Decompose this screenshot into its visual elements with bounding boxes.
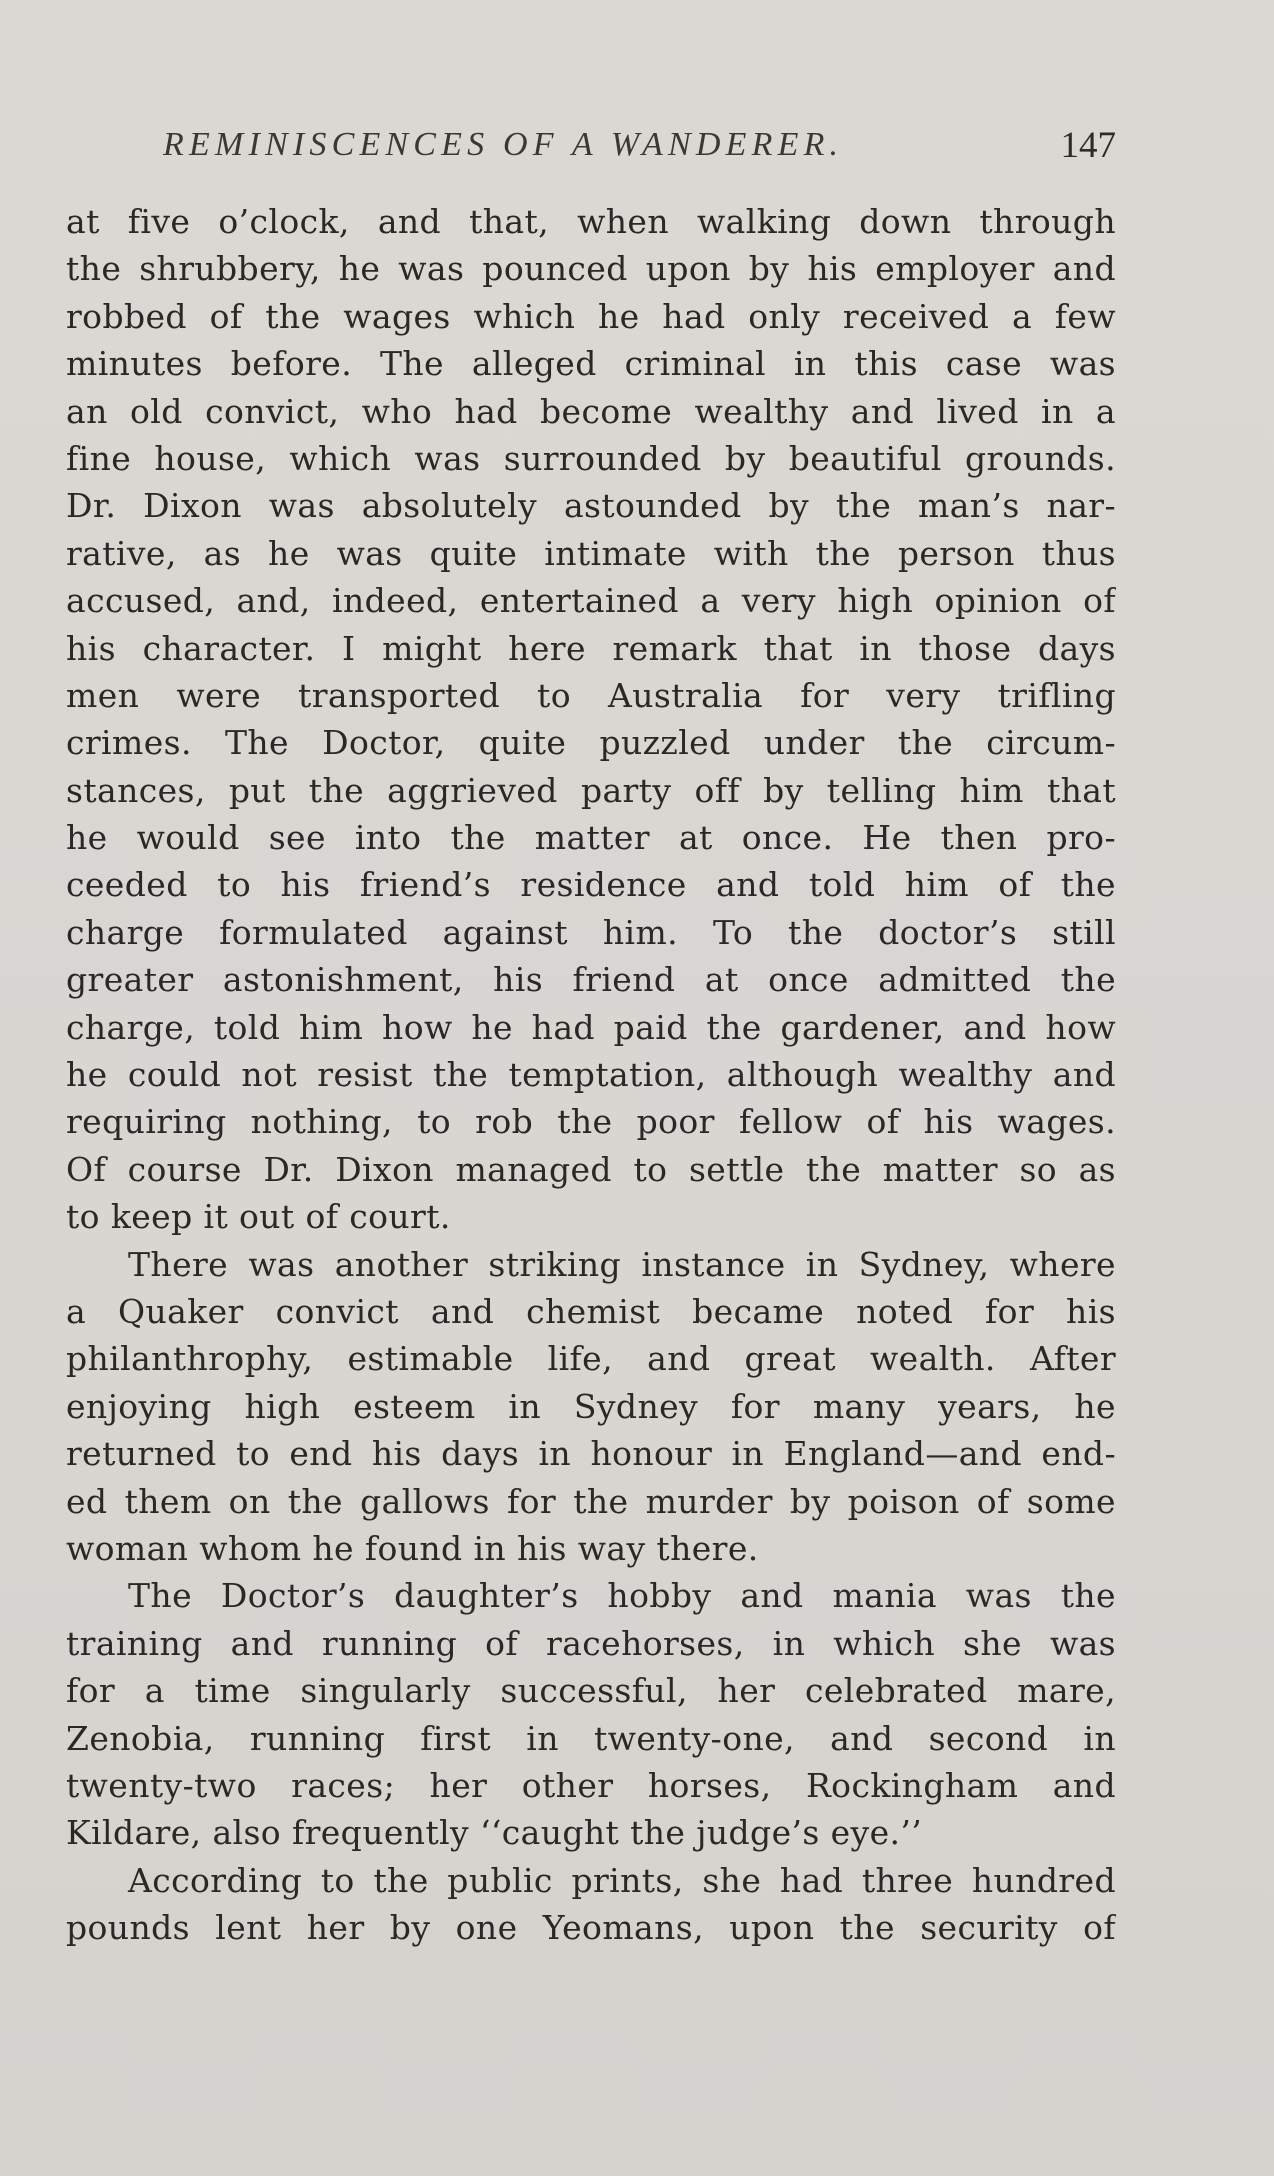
text-line: he could not resist the temptation, although wealthy and bbox=[66, 1055, 1116, 1095]
text-line: ceeded to his friend’s residence and told him of the bbox=[66, 865, 1116, 905]
text-line: philanthrophy, estimable life, and great wealth. After bbox=[66, 1339, 1116, 1379]
text-line: ed them on the gallows for the murder by poison of some bbox=[66, 1481, 1116, 1521]
text-line: he would see into the matter at once. He then pro- bbox=[66, 818, 1116, 858]
text-line: to keep it out of court. bbox=[66, 1197, 451, 1237]
text-line: According to the public prints, she had three hundred bbox=[128, 1860, 1116, 1900]
text-line: fine house, which was surrounded by beautiful grounds. bbox=[66, 438, 1116, 478]
text-line: woman whom he found in his way there. bbox=[66, 1528, 759, 1568]
text-line: The Doctor’s daughter’s hobby and mania was the bbox=[128, 1576, 1116, 1616]
page-header bbox=[66, 118, 1116, 178]
text-line: training and running of racehorses, in which she was bbox=[66, 1623, 1116, 1663]
text-line: a Quaker convict and chemist became noted for his bbox=[66, 1291, 1116, 1331]
text-line: charge formulated against him. To the doctor’s still bbox=[66, 912, 1116, 952]
text-line: Dr. Dixon was absolutely astounded by the man’s nar- bbox=[66, 486, 1116, 526]
text-line: crimes. The Doctor, quite puzzled under the circum- bbox=[66, 723, 1116, 763]
running-title: REMINISCENCES OF A WANDERER. bbox=[163, 126, 844, 163]
text-line: accused, and, indeed, entertained a very high opinion of bbox=[66, 581, 1116, 621]
text-line: returned to end his days in honour in England—and end- bbox=[66, 1434, 1116, 1474]
text-line: for a time singularly successful, her celebrated mare, bbox=[66, 1671, 1116, 1711]
text-line: men were transported to Australia for very trifling bbox=[66, 675, 1116, 715]
text-line: at five o’clock, and that, when walking down through bbox=[66, 202, 1116, 241]
text-line: Of course Dr. Dixon managed to settle the matter so as bbox=[66, 1149, 1116, 1189]
text-line: an old convict, who had become wealthy and lived in a bbox=[66, 391, 1116, 431]
text-line: minutes before. The alleged criminal in this case was bbox=[66, 344, 1116, 384]
text-line: greater astonishment, his friend at once admitted the bbox=[66, 960, 1116, 1000]
text-line: pounds lent her by one Yeomans, upon the security of bbox=[66, 1908, 1116, 1948]
text-line: Kildare, also frequently ‘‘caught the judge’s eye.’’ bbox=[66, 1813, 923, 1853]
text-line: There was another striking instance in Sydney, where bbox=[128, 1244, 1116, 1284]
text-line: charge, told him how he had paid the gardener, and how bbox=[66, 1007, 1116, 1047]
body-text bbox=[66, 198, 1116, 1951]
text-line: robbed of the wages which he had only received a few bbox=[66, 296, 1116, 336]
text-line: his character. I might here remark that in those days bbox=[66, 628, 1116, 668]
text-line: twenty-two races; her other horses, Rockingham and bbox=[66, 1765, 1116, 1805]
text-line: enjoying high esteem in Sydney for many years, he bbox=[66, 1386, 1116, 1426]
text-line: stances, put the aggrieved party off by telling him that bbox=[66, 770, 1116, 810]
page-number: 147 bbox=[1060, 125, 1116, 166]
text-line: Zenobia, running first in twenty-one, and second in bbox=[66, 1718, 1116, 1758]
text-line: the shrubbery, he was pounced upon by his employer and bbox=[66, 249, 1116, 289]
text-line: requiring nothing, to rob the poor fellow of his wages. bbox=[66, 1102, 1116, 1142]
text-line: rative, as he was quite intimate with the person thus bbox=[66, 533, 1116, 573]
